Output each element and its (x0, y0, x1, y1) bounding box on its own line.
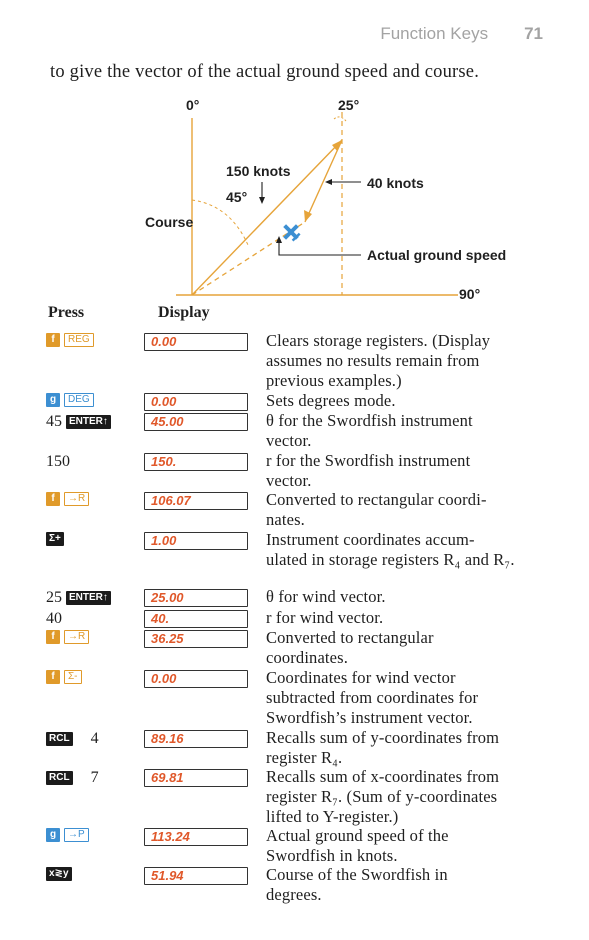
display-value: 150. (144, 453, 248, 471)
description-line: register R₇. (Sum of y-coordinates (266, 786, 498, 806)
display-value: 0.00 (144, 333, 248, 351)
press-keys (46, 393, 94, 407)
press-keys (46, 867, 72, 881)
pointer-actual (279, 240, 361, 255)
description-line: degrees. (266, 884, 322, 904)
description-line: Recalls sum of y-coordinates from (266, 728, 500, 747)
wind-vector (305, 140, 342, 222)
description-line: Course of the Swordfish in (266, 865, 448, 884)
press-keys (46, 333, 94, 347)
calculator-key: RCL (46, 771, 73, 785)
display-value: 113.24 (144, 828, 248, 846)
display-value: 36.25 (144, 630, 248, 648)
calculator-key: ENTER↑ (66, 591, 111, 605)
register-number: 7 (90, 769, 99, 786)
page-number: 71 (524, 24, 543, 43)
description-line: Recalls sum of x-coordinates from (266, 767, 500, 786)
description-line: r for the Swordfish instrument (266, 451, 471, 470)
calculator-key: DEG (64, 393, 94, 407)
description (266, 865, 566, 905)
calculator-key: ENTER↑ (66, 415, 111, 429)
display-value: 1.00 (144, 532, 248, 550)
header-title: Function Keys (380, 24, 489, 43)
calculator-key: f (46, 333, 60, 347)
description-line: Instrument coordinates accum- (266, 530, 475, 549)
column-header-press: Press (48, 304, 85, 321)
description-line: Coordinates for wind vector (266, 668, 456, 687)
description-line: Sets degrees mode. (266, 391, 396, 410)
entered-number: 45 (46, 413, 62, 430)
description-line: Actual ground speed of the (266, 826, 449, 845)
description-line: Converted to rectangular (266, 628, 434, 647)
calculator-key: x≷y (46, 867, 72, 881)
calculator-key: g (46, 828, 60, 842)
wind-angle-arc (334, 117, 346, 121)
press-keys (46, 769, 99, 787)
calculator-key: RCL (46, 732, 73, 746)
label-25deg: 25° (338, 97, 360, 113)
description-line: coordinates. (266, 647, 348, 667)
description-line: register R₄. (266, 747, 343, 767)
description-line: Swordfish in knots. (266, 845, 398, 865)
press-keys (46, 589, 111, 607)
description-line: ulated in storage registers R₄ and R₇. (266, 549, 515, 569)
label-course: Course (145, 214, 194, 230)
wind-vector-arrowhead (304, 210, 312, 222)
description (266, 451, 566, 491)
description (266, 530, 566, 570)
description-line: vector. (266, 470, 312, 490)
calculator-key: g (46, 393, 60, 407)
calculator-key: f (46, 630, 60, 644)
description (266, 411, 566, 451)
calculator-key: REG (64, 333, 94, 347)
display-value: 40. (144, 610, 248, 628)
press-keys (46, 413, 111, 431)
press-keys (46, 610, 62, 628)
press-keys (46, 492, 89, 506)
press-keys (46, 730, 99, 748)
description (266, 728, 566, 768)
description (266, 628, 566, 668)
press-keys (46, 670, 82, 684)
column-header-display: Display (158, 304, 210, 321)
label-40-knots: 40 knots (367, 175, 424, 191)
display-value: 89.16 (144, 730, 248, 748)
press-keys (46, 532, 64, 546)
calculator-key: f (46, 492, 60, 506)
description-line: lifted to Y-register.) (266, 806, 399, 826)
description (266, 668, 566, 727)
intro-text: to give the vector of the actual ground speed and course. (50, 62, 480, 82)
description (266, 767, 566, 826)
description (266, 608, 566, 628)
description-line: Clears storage registers. (Display (266, 331, 491, 350)
description-line: r for wind vector. (266, 608, 384, 627)
label-actual-ground-speed: Actual ground speed (367, 247, 507, 263)
description (266, 331, 566, 390)
description-line: Converted to rectangular coordi- (266, 490, 487, 509)
calculator-key: →R (64, 630, 89, 644)
description (266, 391, 566, 411)
entered-number: 25 (46, 589, 62, 606)
register-number: 4 (90, 730, 99, 747)
calculator-key: Σ- (64, 670, 82, 684)
label-0deg: 0° (186, 97, 200, 113)
description-line: assumes no results remain from (266, 350, 480, 370)
display-value: 106.07 (144, 492, 248, 510)
calculator-key: Σ+ (46, 532, 64, 546)
vector-diagram (0, 0, 589, 330)
display-value: 69.81 (144, 769, 248, 787)
description-line: previous examples.) (266, 370, 402, 390)
display-value: 25.00 (144, 589, 248, 607)
display-value: 51.94 (144, 867, 248, 885)
description-line: vector. (266, 430, 312, 450)
entered-number: 150 (46, 453, 70, 470)
entered-number: 40 (46, 610, 62, 627)
calculator-key: →P (64, 828, 89, 842)
description-line: θ for wind vector. (266, 587, 386, 606)
description-line: nates. (266, 509, 305, 529)
label-90deg: 90° (459, 286, 481, 302)
description (266, 826, 566, 866)
label-150-knots: 150 knots (226, 163, 291, 179)
course-angle-arc (192, 200, 248, 245)
description-line: Swordfish’s instrument vector. (266, 707, 473, 727)
description (266, 587, 566, 607)
calculator-key: →R (64, 492, 89, 506)
calculator-key: f (46, 670, 60, 684)
display-value: 45.00 (144, 413, 248, 431)
airplane-icon (278, 219, 303, 244)
press-keys (46, 828, 89, 842)
description-line: subtracted from coordinates for (266, 687, 479, 707)
display-value: 0.00 (144, 393, 248, 411)
description-line: θ for the Swordfish instrument (266, 411, 473, 430)
press-keys (46, 453, 70, 471)
description (266, 490, 566, 530)
label-45deg: 45° (226, 189, 248, 205)
display-value: 0.00 (144, 670, 248, 688)
press-keys (46, 630, 89, 644)
